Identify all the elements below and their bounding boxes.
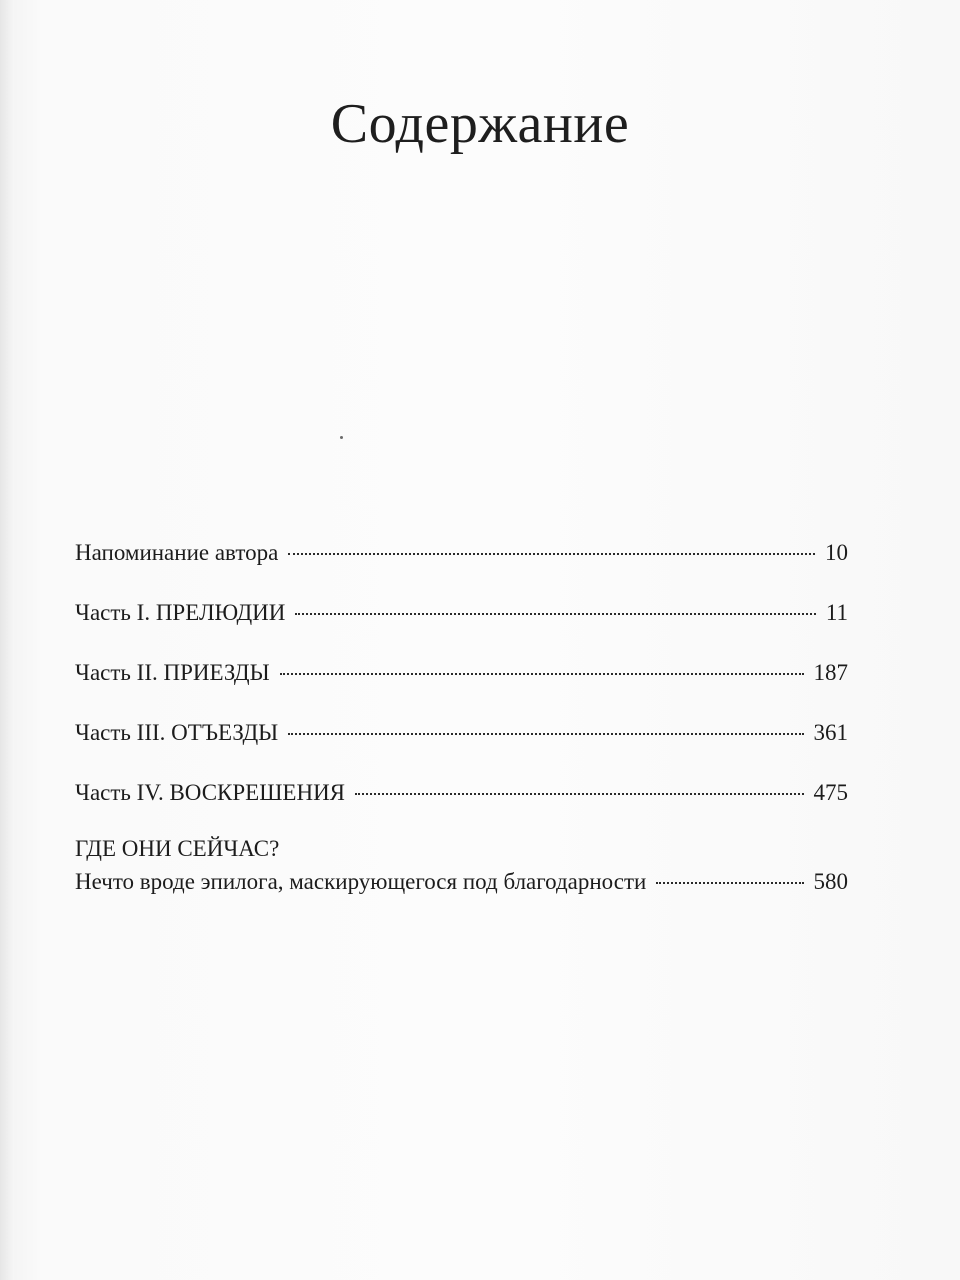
page-edge	[0, 0, 14, 1280]
toc-entry-label: Напоминание автора	[75, 540, 279, 565]
toc-entry-part-2	[75, 660, 848, 720]
dot-leader	[288, 553, 815, 555]
toc-entry-part-1	[75, 600, 848, 660]
toc-entry-page: 475	[813, 780, 848, 805]
dot-leader	[656, 882, 803, 884]
toc-entry-label: Часть IV. ВОСКРЕШЕНИЯ	[75, 780, 346, 805]
toc-entry-page: 10	[825, 540, 848, 565]
toc-entry-label: Нечто вроде эпилога, маскирующегося под благодарности	[75, 869, 647, 894]
dot-leader	[355, 793, 803, 795]
table-of-contents	[75, 540, 848, 898]
toc-entry-label: Часть II. ПРИЕЗДЫ	[75, 660, 270, 685]
toc-entry-page: 11	[825, 600, 848, 625]
toc-entry-label: Часть III. ОТЪЕЗДЫ	[75, 720, 279, 745]
toc-entry-part-4	[75, 780, 848, 840]
toc-entry-part-3	[75, 720, 848, 780]
toc-entry-page: 580	[813, 869, 848, 894]
toc-entry-label: Часть I. ПРЕЛЮДИИ	[75, 600, 286, 625]
page-title: Содержание	[330, 93, 630, 155]
toc-entry-author-note	[75, 540, 848, 600]
ink-speck	[340, 436, 343, 439]
toc-entry-page: 187	[813, 660, 848, 685]
toc-entry-heading: ГДЕ ОНИ СЕЙЧАС?	[75, 836, 280, 861]
dot-leader	[280, 673, 804, 675]
toc-entry-subtitle-row	[75, 865, 848, 898]
toc-entry-epilogue	[75, 832, 848, 898]
dot-leader	[295, 613, 815, 615]
toc-entry-page: 361	[813, 720, 848, 745]
dot-leader	[288, 733, 803, 735]
